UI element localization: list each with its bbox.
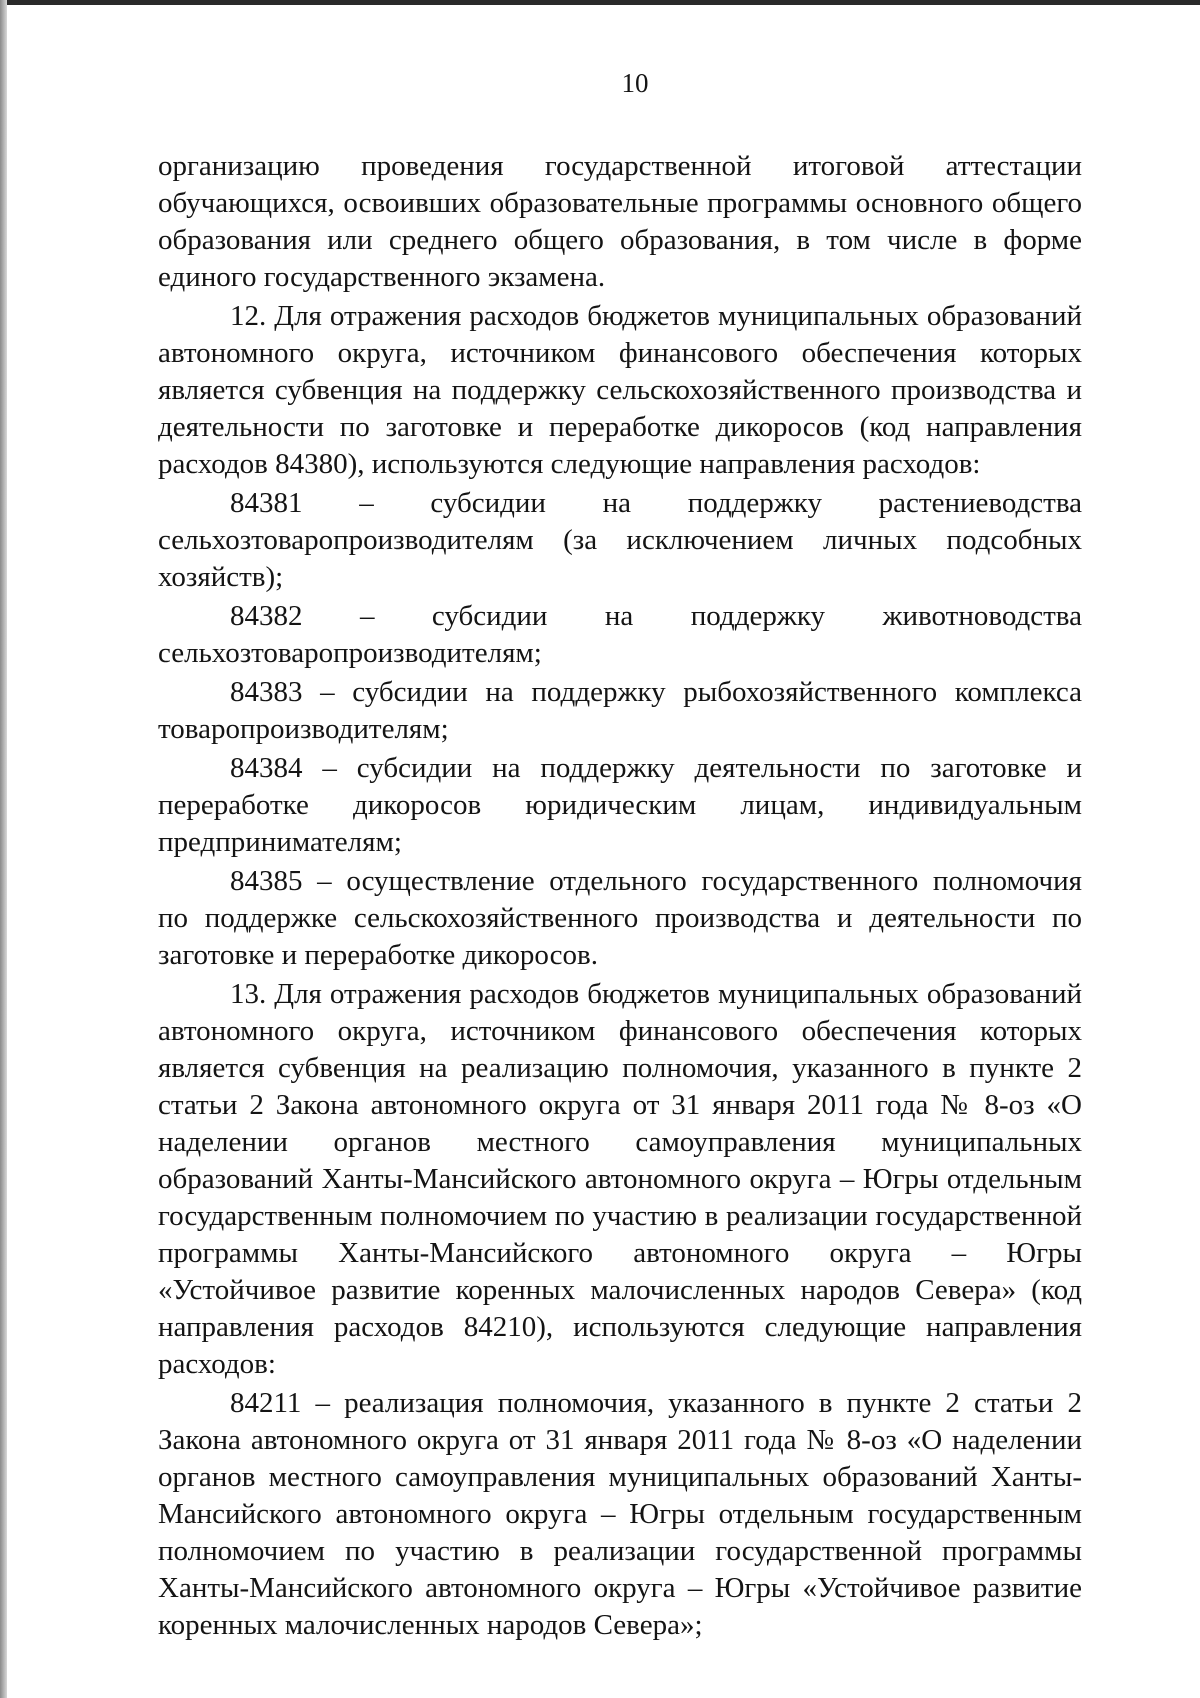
- paragraph-code-84211: 84211 – реализация полномочия, указанного в пункте 2 статьи 2 Закона автономного округа от 31 января 2011 года № 8-оз «О наделении органов местного самоуправления муниципальных образований Ханты-Мансийского автономного округа – Югры отдельным государственным полномочием по участию в реализации государственной программы Ханты-Мансийского автономного округа – Югры «Устойчивое развитие коренных малочисленных народов Севера»;: [158, 1387, 1082, 1641]
- paragraph-continuation: организацию проведения государственной итоговой аттестации обучающихся, освоивших образовательные программы основного общего образования или среднего общего образования, в том числе в форме единого государственного экзамена.: [158, 150, 1082, 293]
- paragraph-code-84382: 84382 – субсидии на поддержку животноводства сельхозтоваропроизводителям;: [158, 600, 1082, 669]
- scan-left-edge: [0, 0, 7, 1698]
- paragraph-code-84383: 84383 – субсидии на поддержку рыбохозяйственного комплекса товаропроизводителям;: [158, 676, 1082, 745]
- paragraph-item-13: 13. Для отражения расходов бюджетов муниципальных образований автономного округа, источником финансового обеспечения которых является субвенция на реализацию полномочия, указанного в пункте 2 статьи 2 Закона автономного округа от 31 января 2011 года № 8-оз «О наделении органов местного самоуправления муниципальных образований Ханты-Мансийского автономного округа – Югры отдельным государственным полномочием по участию в реализации государственной программы Ханты-Мансийского автономного округа – Югры «Устойчивое развитие коренных малочисленных народов Севера» (код направления расходов 84210), используются следующие направления расходов:: [158, 978, 1082, 1380]
- page-number: 10: [621, 68, 649, 98]
- paragraph-item-12: 12. Для отражения расходов бюджетов муниципальных образований автономного округа, источником финансового обеспечения которых является субвенция на поддержку сельскохозяйственного производства и деятельности по заготовке и переработке дикоросов (код направления расходов 84380), используются следующие направления расходов:: [158, 300, 1082, 480]
- paragraph-code-84381: 84381 – субсидии на поддержку растениеводства сельхозтоваропроизводителям (за исключением личных подсобных хозяйств);: [158, 487, 1082, 593]
- document-page: [158, 62, 1082, 1644]
- paragraph-code-84385: 84385 – осуществление отдельного государственного полномочия по поддержке сельскохозяйственного производства и деятельности по заготовке и переработке дикоросов.: [158, 865, 1082, 971]
- paragraph-code-84384: 84384 – субсидии на поддержку деятельности по заготовке и переработке дикоросов юридическим лицам, индивидуальным предпринимателям;: [158, 752, 1082, 858]
- scan-top-edge: [0, 0, 1200, 5]
